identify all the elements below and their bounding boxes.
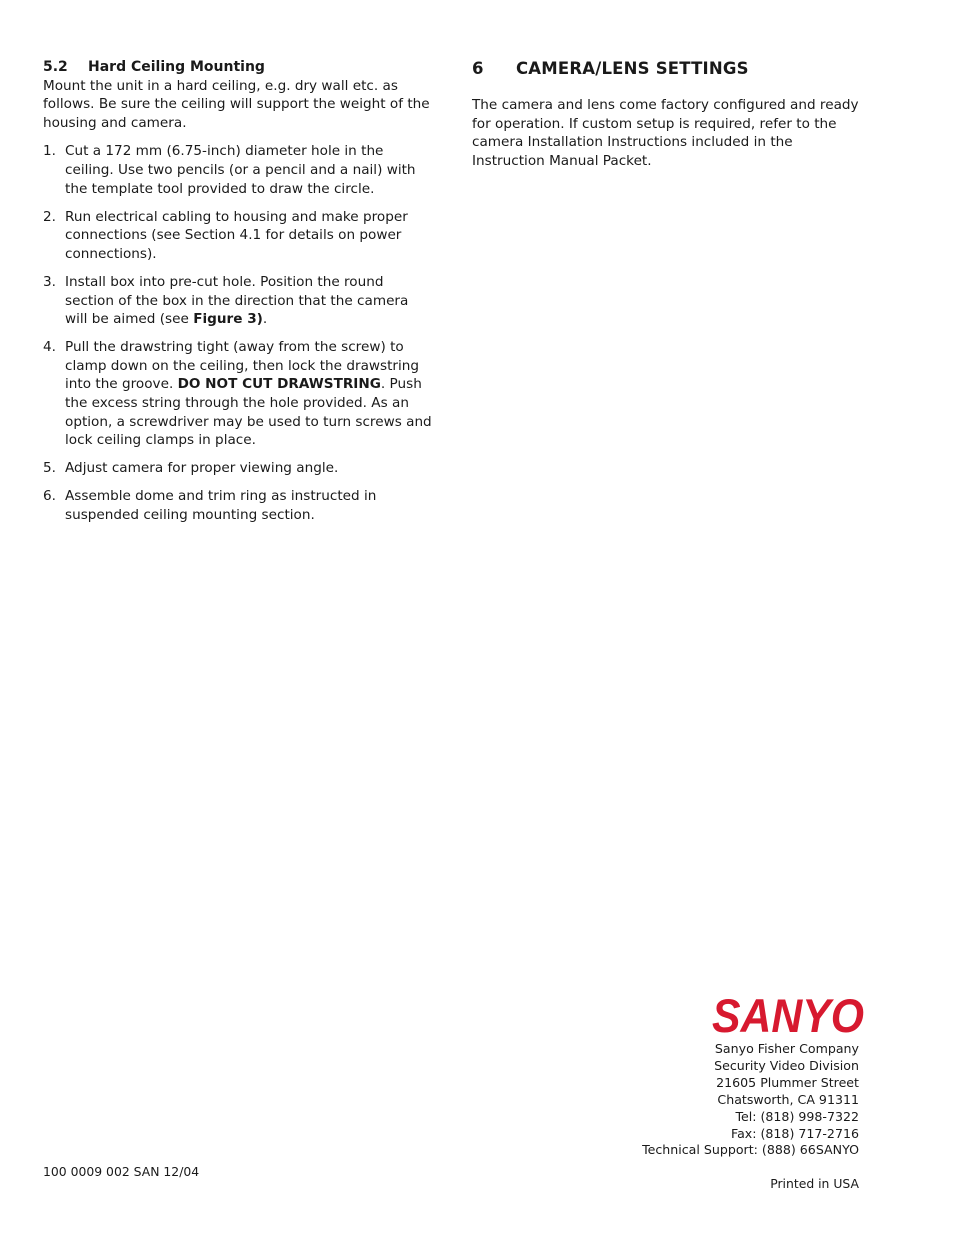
step-number: 1.: [43, 143, 56, 160]
company-address: [642, 1041, 859, 1159]
warning-text: DO NOT CUT DRAWSTRING: [177, 376, 381, 393]
left-column: [43, 58, 435, 534]
step-text-part: .: [262, 311, 268, 328]
company-name: Sanyo Fisher Company: [714, 1041, 859, 1056]
list-item: [43, 459, 435, 478]
logo-text: SANYO: [712, 990, 864, 1040]
figure-reference: Figure 3): [193, 311, 263, 328]
step-number: 5.: [43, 460, 56, 477]
section-body: The camera and lens come factory configured and ready for operation. If custom setup is required, refer to the camera Installation Instructions included in the Instruction Manual Packet.: [472, 97, 859, 169]
steps-list: [43, 142, 435, 524]
section-title: Hard Ceiling Mounting: [88, 59, 265, 75]
step-number: 6.: [43, 488, 56, 505]
step-text: Run electrical cabling to housing and make proper connections (see Section 4.1 for details on power connections).: [65, 208, 408, 262]
list-item: [43, 487, 435, 524]
section-intro: Mount the unit in a hard ceiling, e.g. dry wall etc. as follows. Be sure the ceiling will support the weight of the housing and camera.: [43, 77, 430, 131]
step-text: [65, 273, 435, 329]
section-heading-6: [472, 58, 862, 80]
list-item: [43, 208, 435, 264]
printed-in: Printed in USA: [770, 1176, 859, 1191]
list-item: [43, 273, 435, 329]
step-text: Cut a 172 mm (6.75-inch) diameter hole in the ceiling. Use two pencils (or a pencil and a nail) with the template tool provided to draw the circle.: [65, 143, 416, 197]
street-address: 21605 Plummer Street: [716, 1074, 859, 1090]
step-number: 2.: [43, 208, 56, 225]
step-text-part: . Push the excess string through the hole provided. As an option, a screwdriver may be used to turn screws and lock ceiling clamps in place.: [65, 376, 432, 449]
step-text: [65, 338, 435, 450]
list-item: [43, 142, 435, 198]
step-text: Assemble dome and trim ring as instructed in suspended ceiling mounting section.: [65, 488, 377, 523]
section-number: 6: [472, 59, 484, 78]
step-text-part: Install box into pre-cut hole. Position the round section of the box in the direction that the camera will be aimed (see: [65, 273, 409, 328]
fax: Fax: (818) 717-2716: [730, 1125, 859, 1141]
division-name: Security Video Division: [714, 1057, 859, 1073]
list-item: [43, 338, 435, 450]
step-number: 3.: [43, 273, 56, 290]
document-code: 100 0009 002 SAN 12/04: [43, 1164, 200, 1179]
section-heading-5-2: [43, 58, 435, 77]
right-column: [472, 58, 862, 170]
step-text-part: Pull the drawstring tight (away from the screw) to clamp down on the ceiling, then lock the drawstring into the groove.: [65, 339, 420, 393]
technical-support: Technical Support: (888) 66SANYO: [642, 1142, 859, 1158]
step-number: 4.: [43, 339, 56, 356]
section-title: CAMERA/LENS SETTINGS: [516, 59, 749, 78]
step-text: Adjust camera for proper viewing angle.: [65, 460, 339, 477]
telephone: Tel: (818) 998-7322: [735, 1108, 859, 1124]
sanyo-logo: [710, 990, 866, 1040]
city-address: Chatsworth, CA 91311: [717, 1091, 859, 1107]
section-number: 5.2: [43, 59, 68, 75]
